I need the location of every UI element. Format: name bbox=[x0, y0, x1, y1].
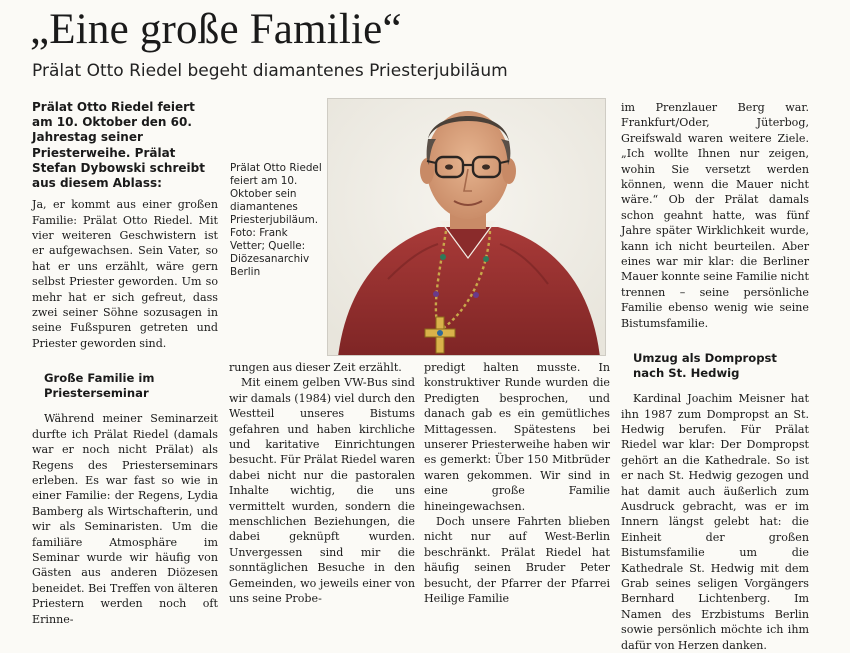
column-1 bbox=[32, 100, 218, 627]
headline: „Eine große Familie“ bbox=[30, 6, 402, 53]
travels-paragraph: Doch unsere Fahrten blieben nicht nur auf West-Berlin beschränkt. Prälat Riedel hat häufig seinen Bruder Peter besucht, der Pfarrer der Pfarrei Heilige Familie bbox=[424, 515, 610, 606]
subheadline: Prälat Otto Riedel begeht diamantenes Priesterjubiläum bbox=[32, 61, 508, 81]
dompropst-paragraph: Kardinal Joachim Meisner hat ihn 1987 zum Dompropst an St. Hedwig berufen. Für Prälat Riedel war klar: Der Dompropst gehört an die Kathedrale. So ist er nach St. Hedwig gezogen und hat damit auch äußerlich zum Ausdruck gebracht, was er im Innern längst gelebt hat: die Einheit der großen Bistumsfamilie um die Kathedrale St. Hedwig mit dem Grab seines seligen Vorgängers Bernhard Lichtenberg. Im Namen des Erzbistums Berlin sowie persönlich möchte ich ihm dafür von Herzen danken. bbox=[621, 392, 809, 652]
section-heading-seminar: Große Familie im Priesterseminar bbox=[44, 371, 155, 401]
column-4-body bbox=[621, 100, 809, 331]
column-2-body bbox=[229, 360, 415, 607]
portrait-illustration bbox=[328, 99, 606, 356]
column-2 bbox=[229, 360, 415, 607]
seminar-paragraph: Während meiner Seminarzeit durfte ich Prälat Riedel (damals war er noch nicht Prälat) als Regens des Priesterseminars erleben. Es war fast so wie in einer Familie: der Regens, Lydia Bamberg als Wirtschafterin, und wir als Seminaristen. Um die familiäre Atmosphäre im Seminar wurde wir häufig von Gästen aus anderen Diözesen beneidet. Bei Treffen von älteren Priestern werden noch oft Erinne- bbox=[32, 412, 218, 626]
column-4-continuation: im Prenzlauer Berg war. Frankfurt/Oder, Jüterbog, Greifswald waren weitere Ziele. „Ich wollte Ihnen nur zeigen, wohin Sie versetzt werden können, wenn die Mauer nicht wäre.“ Ob der Prälat damals schon geahnt hatte, was fünf Jahre später Wirklichkeit wurde, kann ich nicht beurteilen. Aber eines war mir klar: die Berliner Mauer konnte seine Familie nicht trennen – seine persönliche Familie ebenso wenig wie seine Bistumsfamilie. bbox=[621, 101, 809, 330]
portrait-photo bbox=[327, 98, 606, 356]
column-1-intro bbox=[32, 197, 218, 351]
column-3 bbox=[424, 360, 610, 607]
photo-caption: Prälat Otto Riedel feiert am 10. Oktober sein diamantenes Priesterjubiläum. Foto: Frank Vetter; Quelle: Diözesanarchiv Berlin bbox=[230, 162, 322, 278]
section-heading-dompropst: Umzug als Dompropst nach St. Hedwig bbox=[633, 351, 777, 381]
column-2-continuation: rungen aus dieser Zeit erzählt. bbox=[229, 361, 402, 374]
vw-bus-paragraph: Mit einem gelben VW-Bus sind wir damals (1984) viel durch den Westteil unseres Bistums gefahren und haben kirchliche und karitative Einrichtungen besucht. Für Prälat Riedel waren dabei nicht nur die pastoralen Inhalte wichtig, die uns vermittelt wurden, sondern die menschlichen Beziehungen, die dabei geknüpft wurden. Unvergessen sind mir die sonntäglichen Besuche in den Gemeinden, wo jeweils einer von uns seine Probe- bbox=[229, 376, 415, 606]
intro-paragraph: Ja, er kommt aus einer großen Familie: Prälat Otto Riedel. Mit vier weiteren Geschwistern ist er aufgewachsen. Sein Vater, so hat er uns erzählt, wäre gern selbst Priester geworden. Um so mehr hat er sich gefreut, dass zwei seiner Söhne sozusagen in seine Fußspuren getreten und Priester geworden sind. bbox=[32, 198, 218, 350]
column-1-body bbox=[32, 411, 218, 627]
lead-text: Prälat Otto Riedel feiert am 10. Oktober den 60. Jahrestag seiner Priesterweihe. Prälat Stefan Dybowski schreibt aus diesem Ablass: bbox=[32, 100, 205, 191]
column-3-body bbox=[424, 360, 610, 607]
column-4-body-2 bbox=[621, 391, 809, 653]
column-3-continuation: predigt halten musste. In konstruktiver Runde wurden die Predigten besprochen, und danach gab es ein gemütliches Mittagessen. Spätestens bei unserer Priesterweihe haben wir es gemerkt: Über 150 Mitbrüder waren gekommen. Wir sind in eine große Familie hineingewachsen. bbox=[424, 361, 610, 513]
column-4 bbox=[621, 100, 809, 653]
